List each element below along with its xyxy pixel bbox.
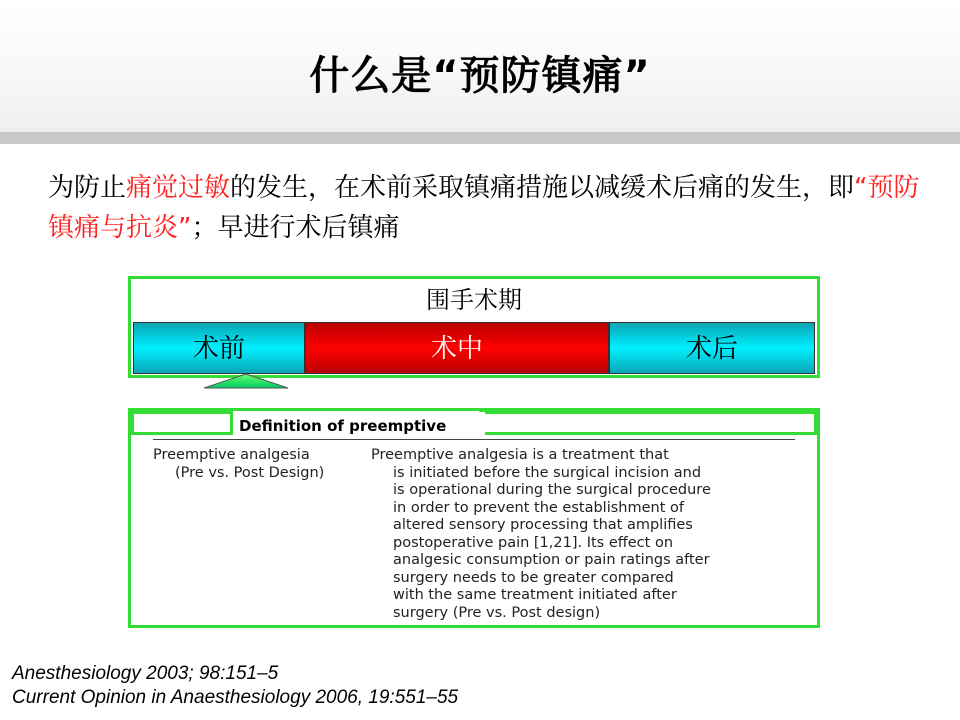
definition-line: is operational during the surgical procedure — [393, 482, 711, 498]
definition-tab-left — [131, 411, 233, 435]
definition-line: with the same treatment initiated after — [393, 587, 677, 603]
slide-title: 什么是“预防镇痛” — [309, 53, 651, 99]
intro-highlight-hyperalgesia: 痛觉过敏 — [126, 173, 231, 203]
definition-box — [128, 408, 820, 628]
definition-line: surgery (Pre vs. Post design) — [393, 604, 601, 621]
term-line: (Pre vs. Post Design) — [175, 464, 325, 481]
intro-text-3: ；早进行术后镇痛 — [191, 213, 400, 243]
title-divider — [0, 132, 960, 144]
timeline-header: 围手术期 — [426, 286, 522, 314]
intro-text-1: 为防止 — [48, 173, 127, 203]
intro-highlight-preemptive: “预防镇痛与抗炎” — [48, 173, 920, 243]
definition-text — [371, 447, 811, 622]
timeline-segment-intraoperative: 术中 — [305, 322, 609, 374]
definition-line: analgesic consumption or pain ratings after — [393, 552, 710, 568]
intro-paragraph — [48, 168, 928, 248]
intro-text-2: 的发生，在术前采取镇痛措施以减缓术后痛的发生，即 — [230, 173, 855, 203]
definition-heading: Definition of preemptive — [235, 412, 485, 440]
definition-line: Preemptive analgesia is a treatment that — [371, 447, 669, 463]
definition-line: altered sensory processing that amplifies — [393, 517, 693, 533]
up-arrow-icon — [198, 372, 294, 392]
perioperative-timeline — [128, 276, 820, 378]
definition-line: is initiated before the surgical incision and — [393, 464, 702, 481]
term-line: Preemptive analgesia — [153, 447, 310, 463]
timeline-segment-postoperative: 术后 — [609, 322, 815, 374]
definition-line: surgery needs to be greater compared — [393, 569, 674, 586]
reference-line: Anesthesiology 2003; 98:151–5 — [12, 663, 279, 684]
timeline-segment-preoperative: 术前 — [133, 322, 305, 374]
references — [12, 662, 458, 710]
reference-line: Current Opinion in Anaesthesiology 2006, 19:551–55 — [12, 687, 459, 708]
definition-term — [153, 447, 373, 482]
definition-line: postoperative pain [1,21]. Its effect on — [393, 534, 674, 551]
definition-line: in order to prevent the establishment of — [393, 499, 684, 516]
definition-rule — [153, 439, 795, 440]
definition-tab-right — [479, 411, 817, 435]
